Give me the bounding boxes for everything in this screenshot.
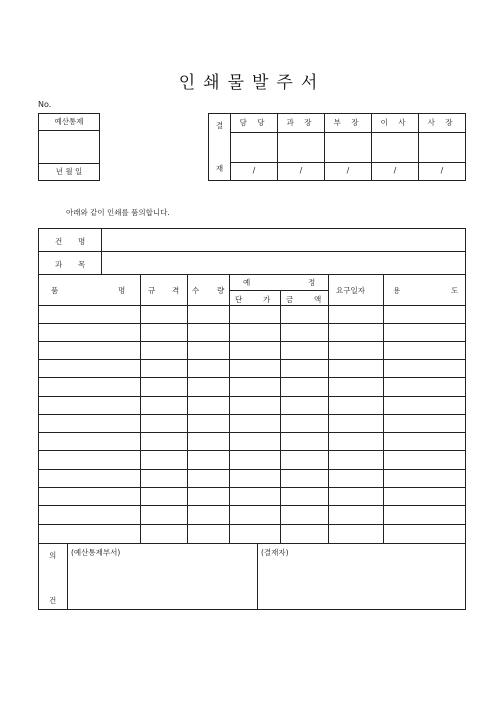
table-line — [39, 524, 465, 525]
approval-date-slash: / — [252, 166, 256, 175]
document-number-label: No. — [38, 100, 52, 109]
approval-column-label: 부 장 — [325, 114, 371, 133]
table-line — [383, 274, 384, 543]
table-line — [39, 469, 465, 470]
budget-dept-label: (예산통제부서) — [71, 548, 121, 557]
approval-column — [419, 114, 465, 180]
approver-label: (결재자) — [261, 548, 289, 557]
qty-header-char: 량 — [217, 286, 225, 295]
table-line — [39, 359, 465, 360]
approval-signature-area[interactable] — [325, 133, 371, 163]
budget-control-box — [38, 113, 100, 181]
other-label-char: 건 — [49, 596, 57, 605]
department-label-char: 목 — [78, 260, 86, 269]
usage-header-char: 용 — [393, 286, 401, 295]
usage-header-char: 도 — [451, 286, 459, 295]
approval-side-label — [209, 114, 231, 180]
table-line — [39, 543, 465, 544]
approval-signature-area[interactable] — [231, 133, 277, 163]
approval-date-slash: / — [299, 166, 303, 175]
approval-date-slash: / — [440, 166, 444, 175]
unit-price-header-char: 가 — [263, 295, 271, 304]
request-date-header: 요구일자 — [336, 286, 365, 295]
spec-header-char: 격 — [172, 286, 180, 295]
budget-control-stamp-area[interactable] — [39, 131, 99, 164]
approval-side-top: 결 — [215, 121, 224, 130]
approval-column-label: 과 장 — [278, 114, 324, 133]
table-line — [39, 396, 465, 397]
qty-header-char: 수 — [192, 286, 200, 295]
approval-column-label: 이 사 — [372, 114, 418, 133]
budget-control-date: 년 월 일 — [55, 167, 83, 176]
table-line — [39, 432, 465, 433]
table-line — [229, 290, 328, 291]
approval-date-slash: / — [393, 166, 397, 175]
estimate-header-char: 예 — [243, 278, 251, 287]
approval-column — [372, 114, 419, 180]
estimate-header-char: 정 — [308, 278, 316, 287]
approval-signature-area[interactable] — [278, 133, 324, 163]
table-line — [39, 305, 465, 306]
approval-side-bottom: 재 — [215, 164, 224, 173]
approval-column — [231, 114, 278, 180]
budget-control-header: 예산통제 — [39, 114, 99, 131]
table-line — [39, 487, 465, 488]
table-line — [67, 543, 68, 610]
order-table — [38, 228, 466, 610]
approval-column-label: 사 장 — [419, 114, 465, 133]
spec-header-char: 규 — [148, 286, 156, 295]
table-line — [257, 543, 258, 610]
subject-label-char: 건 — [55, 237, 63, 246]
table-line — [39, 341, 465, 342]
approval-signature-area[interactable] — [419, 133, 465, 163]
intro-text: 아래와 같이 인쇄를 품의합니다. — [66, 208, 170, 217]
other-label-char: 의 — [49, 551, 57, 560]
table-line — [39, 414, 465, 415]
department-label-char: 과 — [55, 260, 63, 269]
table-line — [140, 274, 141, 543]
approval-signature-area[interactable] — [372, 133, 418, 163]
approval-column — [325, 114, 372, 180]
item-header-char: 품 — [51, 286, 59, 295]
table-line — [39, 323, 465, 324]
unit-price-header-char: 단 — [235, 295, 243, 304]
subject-input[interactable] — [102, 230, 464, 250]
approval-column — [278, 114, 325, 180]
table-line — [39, 450, 465, 451]
table-line — [280, 290, 281, 543]
table-line — [187, 274, 188, 543]
table-line — [39, 377, 465, 378]
amount-header-char: 액 — [314, 295, 322, 304]
amount-header-char: 금 — [286, 295, 294, 304]
approval-column-label: 담 당 — [231, 114, 277, 133]
table-line — [328, 274, 329, 543]
table-line — [39, 274, 465, 275]
item-header-char: 명 — [118, 286, 126, 295]
table-line — [229, 274, 230, 543]
approval-box — [208, 113, 466, 181]
department-input[interactable] — [102, 252, 464, 273]
document-title: 인쇄물발주서 — [178, 73, 326, 93]
approval-date-slash: / — [346, 166, 350, 175]
table-line — [39, 505, 465, 506]
subject-label-char: 명 — [78, 237, 86, 246]
